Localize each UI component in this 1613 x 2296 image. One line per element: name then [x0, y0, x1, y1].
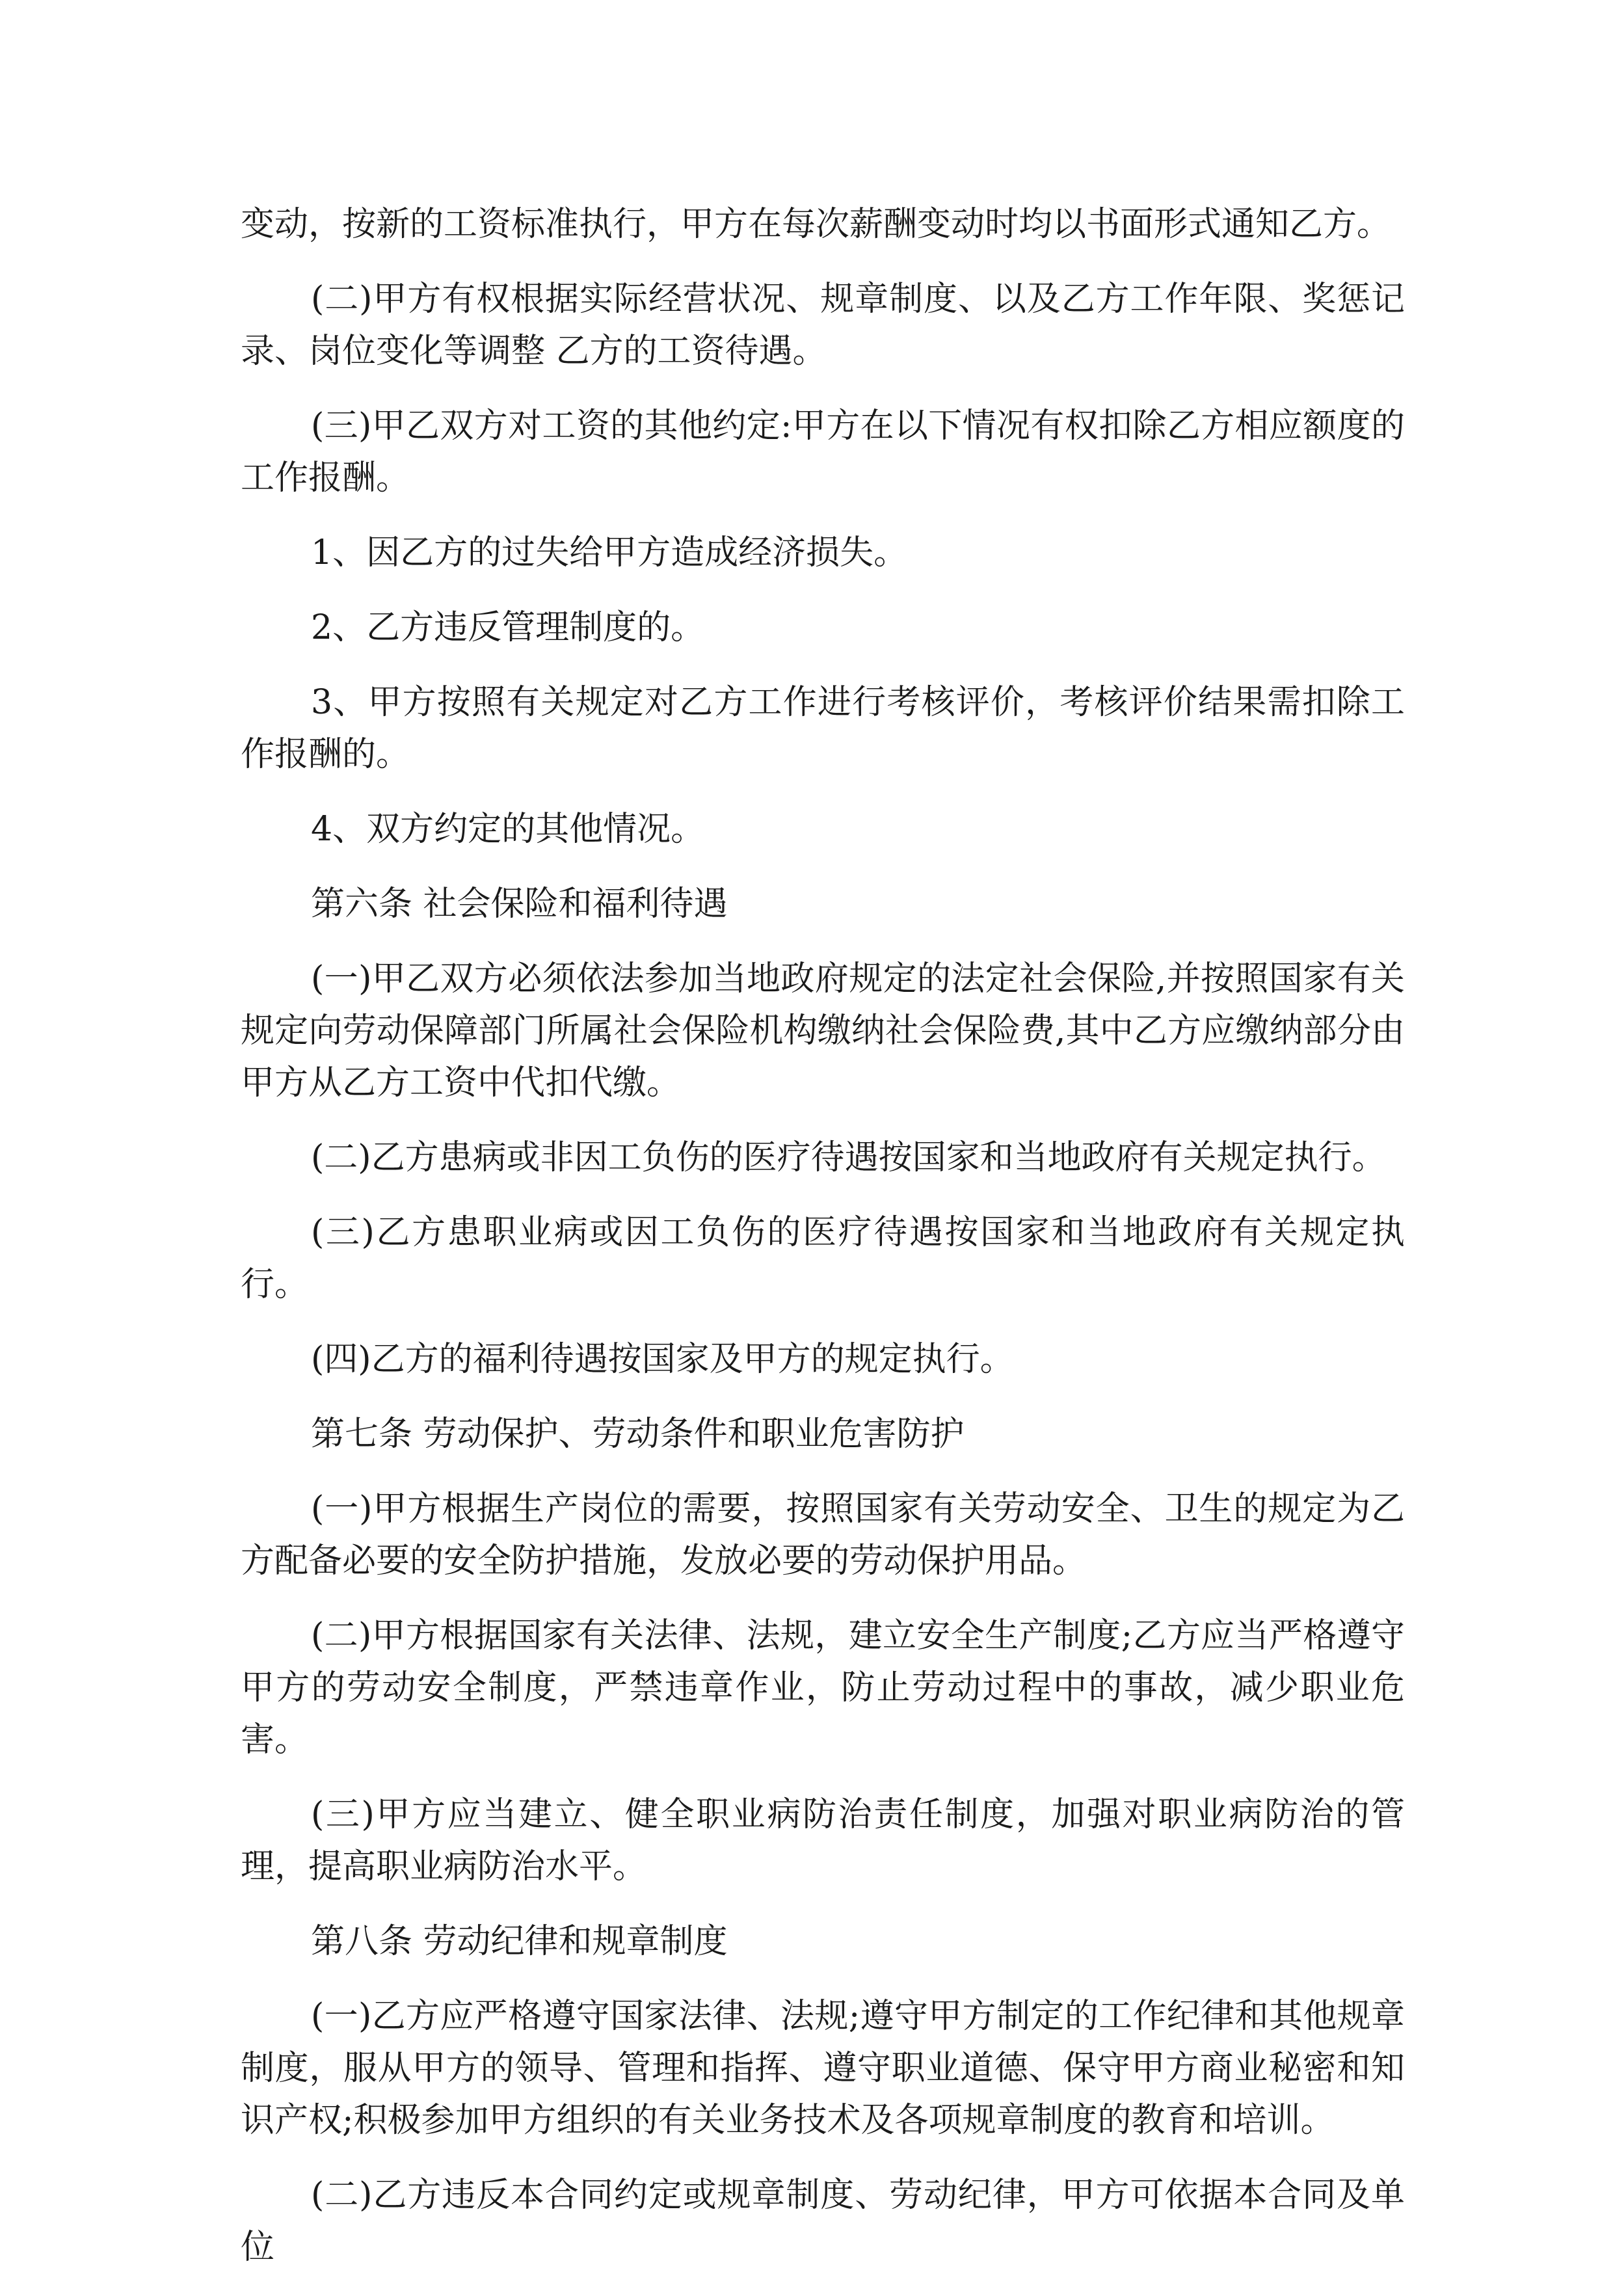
list-item: 1、因乙方的过失给甲方造成经济损失。: [311, 533, 908, 572]
paragraph: (四)乙方的福利待遇按国家及甲方的规定执行。: [311, 1340, 1014, 1379]
paragraph: (三)甲乙双方对工资的其他约定:甲方在以下情况有权扣除乙方相应额度的工作报酬。: [241, 407, 1405, 498]
paragraph: (二)乙方患病或非因工负伤的医疗待遇按国家和当地政府有关规定执行。: [311, 1138, 1386, 1177]
paragraph: (一)甲方根据生产岗位的需要，按照国家有关劳动安全、卫生的规定为乙方配备必要的安全防护措施，发放必要的劳动保护用品。: [241, 1489, 1405, 1581]
article-heading: 第七条 劳动保护、劳动条件和职业危害防护: [311, 1415, 965, 1454]
paragraph: (一)甲乙双方必须依法参加当地政府规定的法定社会保险,并按照国家有关规定向劳动保障部门所属社会保险机构缴纳社会保险费,其中乙方应缴纳部分由甲方从乙方工资中代扣代缴。: [241, 959, 1405, 1102]
paragraph: (二)甲方有权根据实际经营状况、规章制度、以及乙方工作年限、奖惩记录、岗位变化等调整 乙方的工资待遇。: [241, 280, 1405, 371]
paragraph: (二)甲方根据国家有关法律、法规，建立安全生产制度;乙方应当严格遵守甲方的劳动安全制度，严禁违章作业，防止劳动过程中的事故，减少职业危害。: [241, 1616, 1405, 1759]
paragraph: 变动，按新的工资标准执行，甲方在每次薪酬变动时均以书面形式通知乙方。: [241, 205, 1391, 244]
paragraph: (二)乙方违反本合同约定或规章制度、劳动纪律，甲方可依据本合同及单位: [241, 2176, 1405, 2267]
list-item: 3、甲方按照有关规定对乙方工作进行考核评价，考核评价结果需扣除工作报酬的。: [241, 683, 1405, 774]
paragraph: (一)乙方应严格遵守国家法律、法规;遵守甲方制定的工作纪律和其他规章制度，服从甲方的领导、管理和指挥、遵守职业道德、保守甲方商业秘密和知识产权;积极参加甲方组织的有关业务技术及各项规章制度的教育和培训。: [241, 1997, 1405, 2140]
article-heading: 第六条 社会保险和福利待遇: [311, 885, 728, 924]
list-item: 2、乙方违反管理制度的。: [311, 608, 705, 647]
document-body: [241, 198, 1405, 2296]
paragraph: (三)甲方应当建立、健全职业病防治责任制度，加强对职业病防治的管理，提高职业病防治水平。: [241, 1795, 1405, 1886]
paragraph: (三)乙方患职业病或因工负伤的医疗待遇按国家和当地政府有关规定执行。: [241, 1213, 1405, 1304]
list-item: 4、双方约定的其他情况。: [311, 810, 705, 849]
article-heading: 第八条 劳动纪律和规章制度: [311, 1922, 728, 1961]
